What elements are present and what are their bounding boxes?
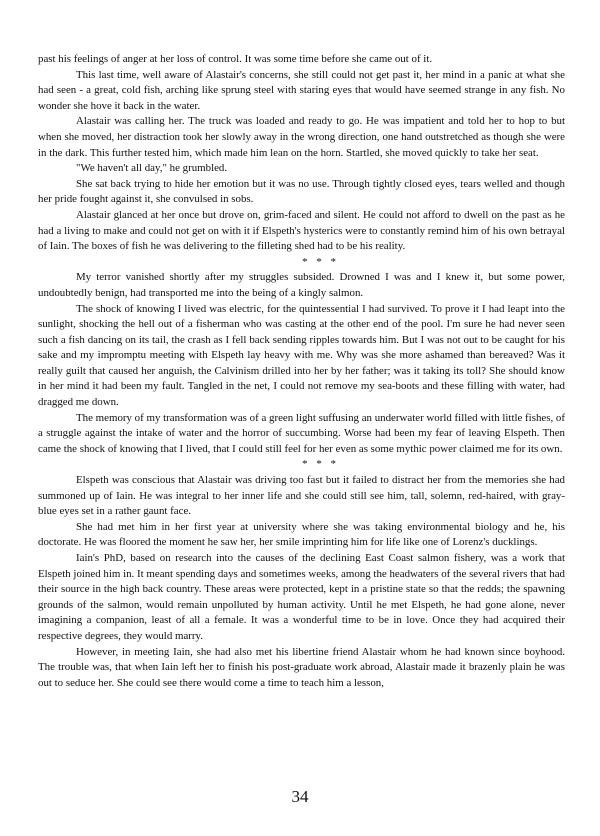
scene-break: * * * xyxy=(302,255,339,268)
paragraph: past his feelings of anger at her loss of control. It was some time before she came out of it. xyxy=(38,53,433,65)
paragraph: She had met him in her first year at university where she was taking environmental biology and he, his doctorate. He was floored the moment he saw her, her smile imprinting him for life like one of Lorenz's ducklings. xyxy=(38,520,565,549)
page-number: 34 xyxy=(291,787,309,806)
paragraph: Alastair glanced at her once but drove on, grim-faced and silent. He could not afford to dwell on the past as he had a living to make and could not get on with it if Elspeth's hysterics were to constantly remind him of his own betrayal of Iain. The boxes of fish he was delivering to the filleting shed had to be his reality. xyxy=(38,208,565,253)
paragraph: The shock of knowing I lived was electric, for the quintessential I had survived. To prove it I had leapt into the sunlight, shocking the hell out of a fisherman who was casting at the other end of the pool. I'm sure he had never seen such a fish dancing on its tail, the crash as I fell back sending ripples towards him. But I was not out to be caught for his sake and my impromptu meeting with Elspeth lay heavy with me. Why was she more ashamed than bereaved? Was it really guilt that caused her anguish, the Calvinism drilled into her by her father; was it taking its toll? She should know in her mind it had been my fault. Tangled in the net, I could not remove my sea-boots and these filling with water, had dragged me down. xyxy=(38,302,565,409)
paragraph: However, in meeting Iain, she had also met his libertine friend Alastair whom he had known since boyhood. The trouble was, that when Iain left her to finish his post-graduate work abroad, Alastair made it brazenly plain he was out to seduce her. She could see there would come a time to teach him a lesson, xyxy=(38,645,565,689)
body-text xyxy=(38,52,565,691)
paragraph: Iain's PhD, based on research into the causes of the declining East Coast salmon fishery, was a work that Elspeth joined him in. It meant spending days and sometimes weeks, among the headwaters of the several rivers that had their source in the high back country. These areas were protected, kept in a pristine state so that the redds; the spawning grounds of the salmon, would remain unpolluted by human activity. Until he met Elspeth, he had gone alone, never imagining a companion, least of all a female. It was a wonderful time to be in love. Once they had acquired their respective degrees, they would marry. xyxy=(38,552,565,642)
paragraph: "We haven't all day," he grumbled. xyxy=(76,162,228,175)
paragraph: My terror vanished shortly after my struggles subsided. Drowned I was and I knew it, but some power, undoubtedly benign, had transported me into the being of a kingly salmon. xyxy=(38,271,565,299)
paragraph: She sat back trying to hide her emotion but it was no use. Through tightly closed eyes, tears welled and though her pride fought against it, she convulsed in sobs. xyxy=(38,177,565,206)
paragraph: Alastair was calling her. The truck was loaded and ready to go. He was impatient and told her to hop to but when she moved, her distraction took her slowly away in the wrong direction, one hand outstretched as though she were in the dark. This further tested him, which made him lean on the horn. Startled, she moved quickly to take her seat. xyxy=(38,115,565,159)
paragraph: The memory of my transformation was of a green light suffusing an underwater world filled with little fishes, of a struggle against the intake of water and the horror of succumbing. Worse had been my fear of leaving Elspeth. Then came the shock of knowing that I lived, that I could still feel for her even as some mythic power claimed me for its own. xyxy=(38,411,565,455)
scene-break: * * * xyxy=(302,458,339,471)
paragraph: This last time, well aware of Alastair's concerns, she still could not get past it, her mind in a panic at what she had seen - a great, cold fish, arching like sprung steel with staring eyes that would have seemed strange in any fish. No wonder she hove it back in the water. xyxy=(38,68,565,112)
paragraph: Elspeth was conscious that Alastair was driving too fast but it failed to distract her from the memories she had summoned up of Iain. He was integral to her inner life and she could still see him, tall, solemn, red-haired, with gray-blue eyes set in a rather gaunt face. xyxy=(38,474,565,518)
